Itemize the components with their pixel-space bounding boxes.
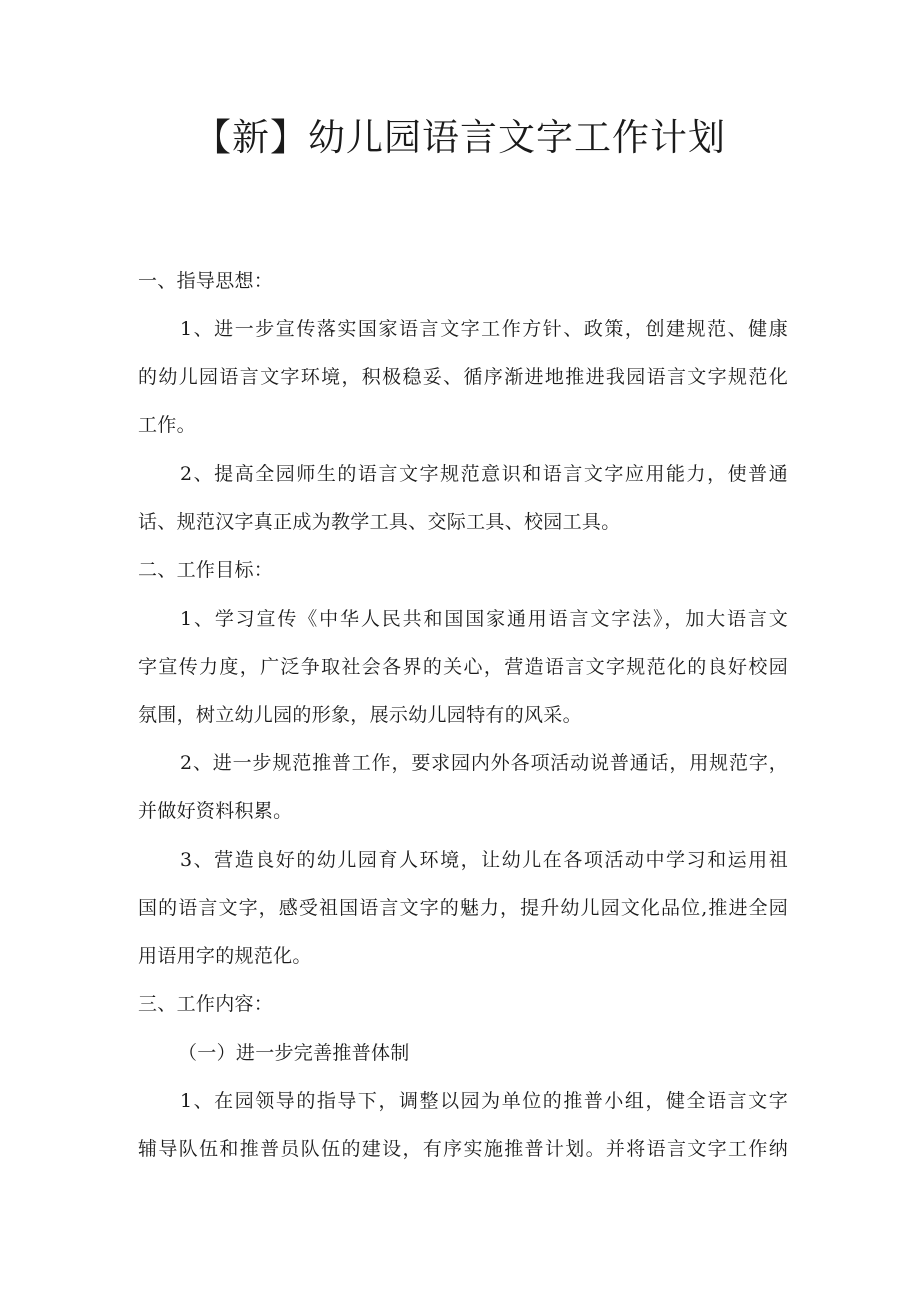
paragraph-line: 辅导队伍和推普员队伍的建设，有序实施推普计划。并将语言文字工作纳 (138, 1138, 788, 1160)
paragraph-line: 1、在园领导的指导下，调整以园为单位的推普小组，健全语言文字 (180, 1090, 788, 1112)
paragraph-line: 氛围，树立幼儿园的形象，展示幼儿园特有的风采。 (138, 704, 582, 726)
paragraph-line: 工作。 (138, 414, 196, 436)
paragraph-line: 并做好资料积累。 (138, 800, 293, 822)
paragraph-line: 字宣传力度，广泛争取社会各界的关心，营造语言文字规范化的良好校园 (138, 656, 788, 678)
paragraph-line: 1、学习宣传《中华人民共和国国家通用语言文字法》，加大语言文 (180, 608, 788, 630)
paragraph-line: 话、规范汉字真正成为教学工具、交际工具、校园工具。 (138, 511, 621, 533)
section-heading-guiding-ideology: 一、指导思想： (138, 270, 274, 292)
document-title: 【新】幼儿园语言文字工作计划 (194, 116, 726, 159)
paragraph-line: 2、提高全园师生的语言文字规范意识和语言文字应用能力，使普通 (180, 463, 788, 485)
paragraph-line: 2、进一步规范推普工作，要求园内外各项活动说普通话，用规范字， (180, 752, 788, 774)
section-heading-work-goals: 二、工作目标： (138, 559, 274, 581)
paragraph-line: 3、营造良好的幼儿园育人环境，让幼儿在各项活动中学习和运用祖 (180, 849, 788, 871)
paragraph-line: 国的语言文字，感受祖国语言文字的魅力，提升幼儿园文化品位,推进全园 (138, 897, 788, 919)
section-heading-work-content: 三、工作内容： (138, 993, 274, 1015)
paragraph-line: 的幼儿园语言文字环境，积极稳妥、循序渐进地推进我园语言文字规范化 (138, 366, 788, 388)
paragraph-line: 用语用字的规范化。 (138, 945, 312, 967)
subsection-heading: （一）进一步完善推普体制 (178, 1042, 410, 1064)
paragraph-line: 1、进一步宣传落实国家语言文字工作方针、政策，创建规范、健康 (180, 318, 788, 340)
